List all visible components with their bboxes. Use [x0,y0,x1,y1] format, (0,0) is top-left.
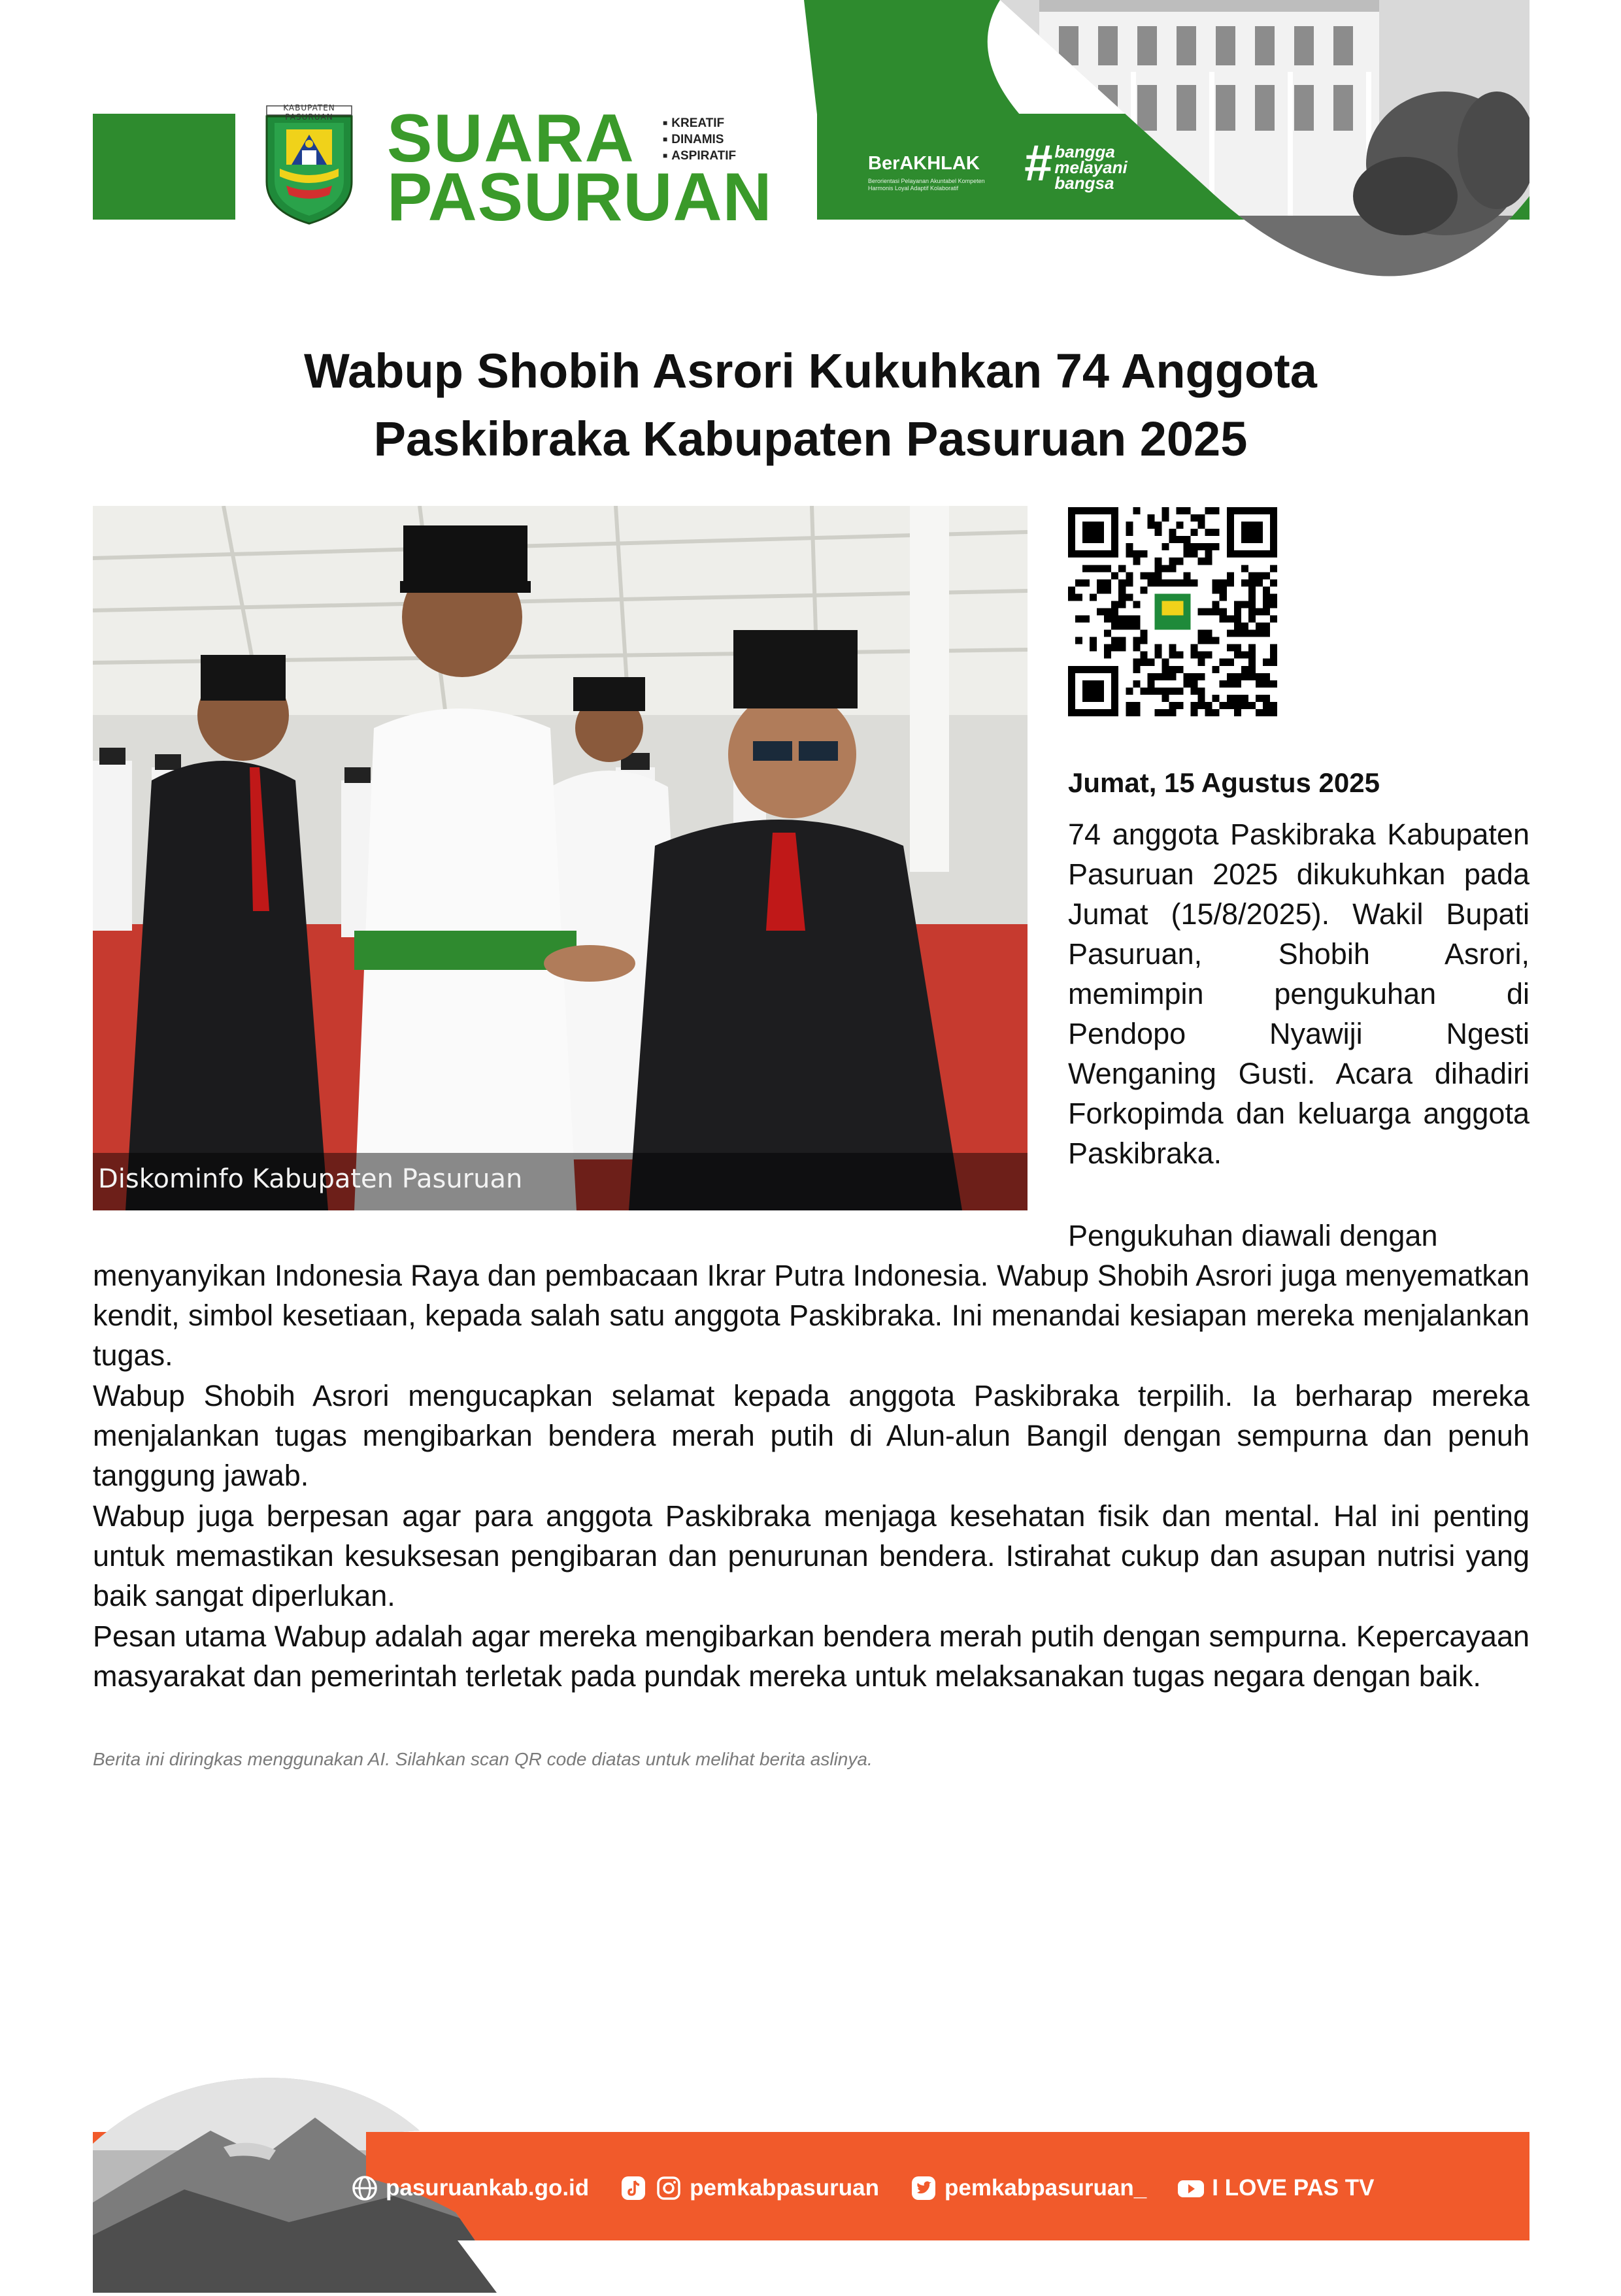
article-paragraph-2 [93,1216,1529,1256]
twitter-handle[interactable]: pemkabpasuruan_ [944,2175,1147,2201]
tagline-item: ■ ASPIRATIF [663,148,736,164]
brand-title-line1: SUARA [387,101,635,176]
article-lead-paragraph: 74 anggota Paskibraka Kabupaten Pasuruan 2025 dikukuhkan pada Jumat (15/8/2025). Wakil Bupati Pasuruan, Shobih Asrori, memimpin pengukuhan di Pendopo Nyawiji Ngesti Wenganing Gusti. Acara dihadiri Forkopimda dan keluarga anggota Paskibraka. [1068,818,1529,1170]
article-body [93,1216,1529,1256]
youtube-icon [1177,2174,1205,2203]
article-title [98,337,1523,473]
header-green-swoosh [804,0,1020,114]
footer-social-links [350,2169,1375,2208]
instagram-tiktok-handle[interactable]: pemkabpasuruan [690,2175,879,2201]
kabupaten-pasuruan-logo [260,103,358,226]
bangga-word: bangga [1054,142,1115,161]
article-paragraph-2-rest: menyanyikan Indonesia Raya dan pembacaan Ikrar Putra Indonesia. Wabup Shobih Asrori juga menyematkan kendit, simbol kesetiaan, kepada salah satu anggota Paskibraka. Ini menandai kesiapan mereka menjalankan tugas. [93,1259,1529,1372]
hashtag-icon: # [1024,134,1052,191]
article-paragraph-5: Pesan utama Wabup adalah agar mereka mengibarkan bendera merah putih dengan sempurna. Kepercayaan masyarakat dan pemerintah terletak pada pundak mereka untuk melaksanakan tugas negara dengan baik. [93,1620,1529,1693]
tiktok-icon [619,2174,648,2203]
article-paragraph-4: Wabup juga berpesan agar para anggota Paskibraka menjaga kesehatan fisik dan mental. Hal ini penting untuk memastikan kesuksesan pengibaran dan penurunan bendera. Istirahat cukup dan asupan nutrisi yang baik sangat diperlukan. [93,1499,1529,1612]
article-title-line2: Paskibraka Kabupaten Pasuruan 2025 [373,412,1248,466]
article-paragraph-3: Wabup Shobih Asrori mengucapkan selamat kepada anggota Paskibraka terpilih. Ia berharap mereka menjalankan tugas mengibarkan bendera merah putih di Alun-alun Bangil dengan sempurna dan penuh tanggung jawab. [93,1379,1529,1492]
berakhlak-logo-text: BerAKHLAK [868,153,980,174]
globe-icon [350,2174,379,2203]
tagline-item: ■ KREATIF [663,115,736,131]
bangga-word: melayani [1054,158,1128,177]
youtube-channel[interactable]: I LOVE PAS TV [1212,2175,1375,2201]
twitter-icon [909,2174,938,2203]
header-green-block-left [93,114,235,220]
photo-credit: Diskominfo Kabupaten Pasuruan [98,1164,523,1194]
logo-caption: KABUPATEN PASURUAN [283,103,335,122]
footer-orange-swoosh [366,2132,536,2293]
bangga-word: bangsa [1054,173,1114,193]
article-date: Jumat, 15 Agustus 2025 [1068,767,1380,798]
berakhlak-subtitle: Berorientasi Pelayanan Akuntabel Kompeten Harmonis Loyal Adaptif Kolaboratif [868,178,985,191]
article-photo [93,506,1028,1210]
tagline-item: ■ DINAMIS [663,131,736,148]
bangga-melayani-bangsa-logo [1024,134,1128,193]
brand-title-line2: PASURUAN [387,159,773,235]
article-title-line1: Wabup Shobih Asrori Kukuhkan 74 Anggota [304,344,1317,398]
brand-tagline [663,115,736,164]
qr-code[interactable] [1068,507,1277,716]
paragraph-2-first-line: Pengukuhan diawali dengan [1068,1219,1438,1252]
website-link[interactable]: pasuruankab.go.id [386,2175,590,2201]
ai-summary-note: Berita ini diringkas menggunakan AI. Silahkan scan QR code diatas untuk melihat berita aslinya. [93,1749,873,1769]
instagram-icon [654,2174,683,2203]
